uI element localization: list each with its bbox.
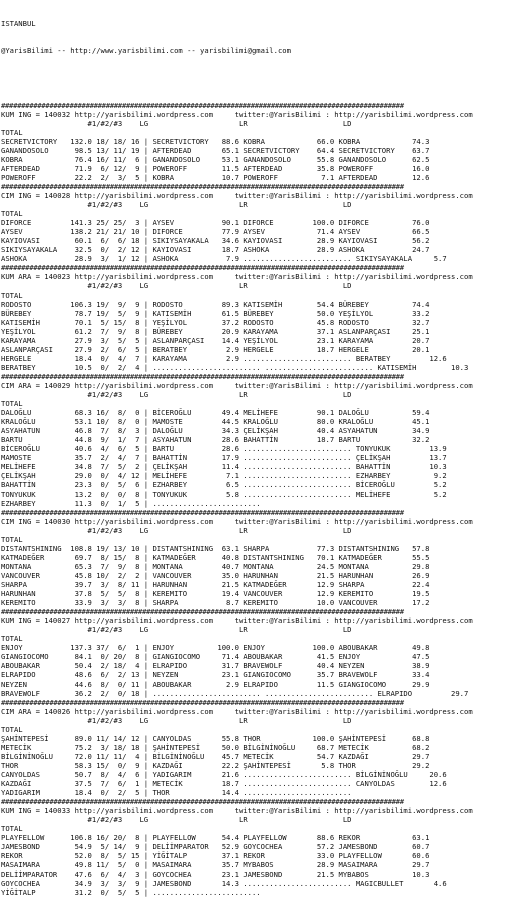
race-block	[1, 182, 529, 263]
horse-row: DIFORCE 141.3 25/ 25/ 3 | AYSEV 90.1 DIFORCE 100.0 DIFORCE 76.0	[1, 218, 430, 228]
horse-row: GANANDOSOLO 98.5 13/ 11/ 19 | AFTERDEAD 65.1 SECRETVICTORY 64.4 SECRETVICTORY 63.7	[1, 145, 430, 155]
horse-row: KRALOĞLU 53.1 10/ 8/ 0 | MAMOSTE 44.5 KRALOĞLU 80.0 KRALOĞLU 45.1	[1, 417, 430, 427]
race-title: CIM ARA = 140029 http://yarisbilimi.wordpress.com twitter:@YarisBilimi : http://yarisbilimi.wordpress.com	[1, 380, 473, 390]
horse-row: SHARPA 39.7 3/ 8/ 11 | HARUNHAN 21.5 KATMADEĞER 12.9 SHARPA 22.4	[1, 580, 430, 589]
race-title: CIM ING = 140028 http://yarisbilimi.wordpress.com twitter:@YarisBilimi : http://yarisbilimi.wordpress.com	[1, 190, 473, 200]
separator-line: ####################################################################################################	[1, 507, 404, 517]
horse-row: ASYAHATUN 46.8 7/ 8/ 3 | DALOĞLU 34.3 ÇELİKŞAH 40.4 ASYAHATUN 34.9	[1, 426, 430, 436]
horse-row: NEYZEN 44.6 8/ 0/ 11 | ABOUBAKAR 2.9 ELRAPIDO 11.5 GIANGIOCOMO 29.9	[1, 679, 430, 689]
horse-row: GOYCOCHEA 34.9 3/ 3/ 9 | JAMESBOND 14.3 ......................... MAGICBULLET 4.6	[1, 878, 447, 888]
horse-row: HERGELE 18.4 0/ 4/ 7 | KARAYAMA 2.9 ......................... BERATBEY 12.6	[1, 353, 447, 363]
race-block	[1, 263, 529, 372]
horse-row: RODOSTO 106.3 19/ 9/ 9 | RODOSTO 89.3 KATISEMİH 54.4 BÜREBEY 74.4	[1, 299, 430, 309]
race-title: KUM ING = 140027 http://yarisbilimi.wordpress.com twitter:@YarisBilimi : http://yarisbilimi.wordpress.com	[1, 616, 473, 626]
horse-row: MELİHEFE 34.8 7/ 5/ 2 | ÇELİKŞAH 11.4 ......................... BAHATTİN 10.3	[1, 462, 447, 472]
race-block	[1, 607, 529, 697]
horse-row: AYSEV 138.2 21/ 21/ 10 | DIFORCE 77.9 AYSEV 71.4 AYSEV 66.5	[1, 227, 430, 237]
horse-row: KATISEMİH 70.1 5/ 15/ 8 | YEŞİLYOL 37.2 RODOSTO 45.8 RODOSTO 32.7	[1, 317, 430, 327]
blank-line	[1, 73, 529, 82]
horse-row: BİCEROĞLU 40.6 4/ 6/ 5 | BARTU 28.6 ......................... TONYUKUK 13.9	[1, 444, 447, 454]
horse-row: DELİİMPARATOR 47.6 6/ 4/ 3 | GOYCOCHEA 23.1 JAMESBOND 21.5 MYBABOS 10.3	[1, 869, 430, 879]
separator-line: ####################################################################################################	[1, 797, 404, 807]
horse-row: VANCOUVER 45.8 10/ 2/ 2 | VANCOUVER 35.0 HARUNHAN 21.5 HARUNHAN 26.9	[1, 570, 430, 580]
total-label: TOTAL	[1, 127, 23, 137]
column-header: #1/#2/#3 LG LR LD	[1, 200, 352, 210]
horse-row: YADIGARIM 18.4 0/ 2/ 5 | THOR 14.4 .........................	[1, 788, 352, 798]
horse-row: BERATBEY 10.5 0/ 2/ 4 | ......................... ......................... KATISEMİH 10.3	[1, 362, 469, 372]
horse-row: CANYOLDAS 50.7 8/ 4/ 6 | YADIGARIM 21.6 ......................... BİLGİNİNOĞLU 20.6	[1, 769, 447, 779]
total-label: TOTAL	[1, 290, 23, 300]
column-header: #1/#2/#3 LG LR LD	[1, 390, 352, 400]
horse-row: KAZDAĞI 37.5 7/ 6/ 1 | METECİK 18.7 ......................... CANYOLDAS 12.6	[1, 779, 447, 789]
horse-row: KEREMITO 33.9 3/ 3/ 8 | SHARPA 8.7 KEREMITO 10.0 VANCOUVER 17.2	[1, 598, 430, 608]
horse-row: SECRETVICTORY 132.0 18/ 18/ 16 | SECRETVICTORY 88.6 KOBRA 66.0 KOBRA 74.3	[1, 136, 430, 146]
horse-row: YİĞİTALP 31.2 0/ 5/ 5 | .........................	[1, 887, 261, 897]
horse-row: ASLANPARÇASI 27.9 2/ 6/ 5 | BERATBEY 2.9 HERGELE 18.7 HERGELE 20.1	[1, 344, 430, 354]
horse-row: ASHOKA 28.9 3/ 1/ 12 | ASHOKA 7.9 ......................... SIKIYSAYAKALA 5.7	[1, 254, 447, 264]
race-title: KUM ING = 140033 http://yarisbilimi.wordpress.com twitter:@YarisBilimi : http://yarisbilimi.wordpress.com	[1, 806, 473, 816]
horse-row: EZHARBEY 11.3 0/ 1/ 5 | .........................	[1, 498, 261, 508]
horse-row: DISTANTSHINING 108.8 19/ 13/ 10 | DISTANTSHINING 63.1 SHARPA 77.3 DISTANTSHINING 57.8	[1, 543, 430, 553]
horse-row: HARUNHAN 37.8 5/ 5/ 8 | KEREMITO 19.4 VANCOUVER 12.9 KEREMITO 19.5	[1, 589, 430, 599]
column-header: #1/#2/#3 LG LR LD	[1, 281, 352, 291]
horse-row: REKOR 52.0 8/ 5/ 15 | YİĞİTALP 37.1 REKOR 33.0 PLAYFELLOW 60.6	[1, 851, 430, 861]
column-header: #1/#2/#3 LG LR LD	[1, 815, 352, 825]
separator-line: ####################################################################################################	[1, 181, 404, 191]
horse-row: TONYUKUK 13.2 0/ 0/ 8 | TONYUKUK 5.8 ......................... MELİHEFE 5.2	[1, 489, 447, 499]
column-header: #1/#2/#3 LG LR LD	[1, 525, 352, 535]
total-label: TOTAL	[1, 724, 23, 734]
separator-line: ####################################################################################################	[1, 371, 404, 381]
separator-line: ####################################################################################################	[1, 607, 404, 617]
horse-row: MASAIMARA 49.8 11/ 5/ 0 | MASAIMARA 35.7 MYBABOS 28.9 MASAIMARA 29.7	[1, 860, 430, 870]
horse-row: AFTERDEAD 71.9 6/ 12/ 9 | POWEROFF 11.5 AFTERDEAD 35.8 POWEROFF 16.0	[1, 163, 430, 173]
horse-row: KOBRA 76.4 16/ 11/ 6 | GANANDOSOLO 53.1 GANANDOSOLO 55.8 GANANDOSOLO 62.5	[1, 154, 430, 164]
horse-row: JAMESBOND 54.9 5/ 14/ 9 | DELİİMPARATOR 52.9 GOYCOCHEA 57.2 JAMESBOND 60.7	[1, 842, 430, 852]
horse-row: ABOUBAKAR 50.4 2/ 18/ 4 | ELRAPIDO 31.7 BRAVEWOLF 40.4 NEYZEN 38.9	[1, 661, 430, 671]
horse-row: BARTU 44.8 9/ 1/ 7 | ASYAHATUN 28.6 BAHATTİN 18.7 BARTU 32.2	[1, 435, 430, 445]
race-title: CIM ING = 140030 http://yarisbilimi.wordpress.com twitter:@YarisBilimi : http://yarisbilimi.wordpress.com	[1, 516, 473, 526]
horse-row: KAYIOVASI 60.1 6/ 6/ 18 | SIKIYSAYAKALA 34.6 KAYIOVASI 28.9 KAYIOVASI 56.2	[1, 236, 430, 246]
horse-row: ŞAHİNTEPESİ 89.0 11/ 14/ 12 | CANYOLDAS 55.8 THOR 100.0 ŞAHİNTEPESİ 68.8	[1, 733, 430, 743]
race-block	[1, 101, 529, 182]
horse-row: MAMOSTE 35.7 2/ 4/ 7 | BAHATTİN 17.9 ......................... ÇELİKŞAH 13.7	[1, 453, 447, 463]
horse-row: YEŞİLYOL 61.2 7/ 9/ 8 | BÜREBEY 20.9 KARAYAMA 37.1 ASLANPARÇASI 25.1	[1, 326, 430, 336]
horse-row: ÇELİKŞAH 29.0 0/ 4/ 12 | MELİHEFE 7.1 ......................... EZHARBEY 9.2	[1, 471, 447, 481]
horse-row: SIKIYSAYAKALA 32.5 0/ 2/ 12 | KAYIOVASI 18.7 ASHOKA 28.9 ASHOKA 24.7	[1, 245, 430, 255]
separator-line: ####################################################################################################	[1, 263, 404, 273]
race-title: KUM ARA = 140023 http://yarisbilimi.wordpress.com twitter:@YarisBilimi : http://yarisbilimi.wordpress.com	[1, 272, 473, 282]
race-block	[1, 797, 529, 897]
total-label: TOTAL	[1, 824, 23, 834]
race-title: CIM ARA = 140026 http://yarisbilimi.wordpress.com twitter:@YarisBilimi : http://yarisbilimi.wordpress.com	[1, 706, 473, 716]
race-block	[1, 508, 529, 608]
header-city: ISTANBUL	[1, 19, 36, 29]
horse-row: GIANGIOCOMO 84.1 0/ 20/ 8 | GIANGIOCOMO 71.4 ABOUBAKAR 41.5 ENJOY 47.5	[1, 652, 430, 662]
horse-row: BAHATTİN 23.3 0/ 5/ 6 | EZHARBEY 6.5 ......................... BİCEROĞLU 5.2	[1, 480, 447, 490]
total-label: TOTAL	[1, 399, 23, 409]
race-block	[1, 372, 529, 508]
race-block	[1, 698, 529, 798]
horse-row: THOR 58.3 15/ 0/ 9 | KAZDAĞI 22.2 ŞAHİNTEPESİ 5.8 THOR 29.2	[1, 760, 430, 770]
total-label: TOTAL	[1, 634, 23, 644]
horse-row: POWEROFF 22.2 2/ 3/ 5 | KOBRA 10.7 POWEROFF 7.1 AFTERDEAD 12.6	[1, 172, 430, 182]
column-header: #1/#2/#3 LG LR LD	[1, 118, 352, 128]
horse-row: PLAYFELLOW 106.8 16/ 20/ 8 | PLAYFELLOW 54.4 PLAYFELLOW 88.6 REKOR 63.1	[1, 833, 430, 843]
header-contact: @YarisBilimi -- http://www.yarisbilimi.com -- yarisbilimi@gmail.com	[1, 46, 291, 56]
horse-row: MONTANA 65.3 7/ 9/ 8 | MONTANA 40.7 MONTANA 24.5 MONTANA 29.8	[1, 561, 430, 571]
horse-row: ENJOY 137.3 37/ 6/ 1 | ENJOY 100.0 ENJOY 100.0 ABOUBAKAR 49.8	[1, 643, 430, 653]
race-list	[1, 101, 529, 897]
separator-line: ####################################################################################################	[1, 697, 404, 707]
column-header: #1/#2/#3 LG LR LD	[1, 715, 352, 725]
horse-row: DALOĞLU 68.3 16/ 8/ 0 | BİCEROĞLU 49.4 MELİHEFE 90.1 DALOĞLU 59.4	[1, 408, 430, 418]
separator-line: ####################################################################################################	[1, 100, 404, 110]
total-label: TOTAL	[1, 209, 23, 219]
horse-row: BRAVEWOLF 36.2 2/ 0/ 18 | ......................... ......................... ELRAPIDO 29.7	[1, 688, 469, 698]
horse-row: METECİK 75.2 3/ 18/ 18 | ŞAHİNTEPESİ 50.0 BİLGİNİNOĞLU 68.7 METECİK 68.2	[1, 742, 430, 752]
column-header: #1/#2/#3 LG LR LD	[1, 625, 352, 635]
total-label: TOTAL	[1, 534, 23, 544]
horse-row: BÜREBEY 78.7 19/ 5/ 9 | KATISEMİH 61.5 BÜREBEY 50.0 YEŞİLYOL 33.2	[1, 308, 430, 318]
horse-row: KARAYAMA 27.9 3/ 5/ 5 | ASLANPARÇASI 14.4 YEŞİLYOL 23.1 KARAYAMA 20.7	[1, 335, 430, 345]
horse-row: KATMADEĞER 69.7 8/ 15/ 8 | KATMADEĞER 40.8 DISTANTSHINING 70.1 KATMADEĞER 55.5	[1, 552, 430, 562]
horse-row: ELRAPIDO 48.6 6/ 2/ 13 | NEYZEN 23.1 GIANGIOCOMO 35.7 BRAVEWOLF 33.4	[1, 670, 430, 680]
horse-row: BİLGİNİNOĞLU 72.0 11/ 11/ 4 | BİLGİNİNOĞLU 45.7 METECİK 54.7 KAZDAĞI 29.7	[1, 751, 430, 761]
race-title: KUM ING = 140032 http://yarisbilimi.wordpress.com twitter:@YarisBilimi : http://yarisbilimi.wordpress.com	[1, 109, 473, 119]
